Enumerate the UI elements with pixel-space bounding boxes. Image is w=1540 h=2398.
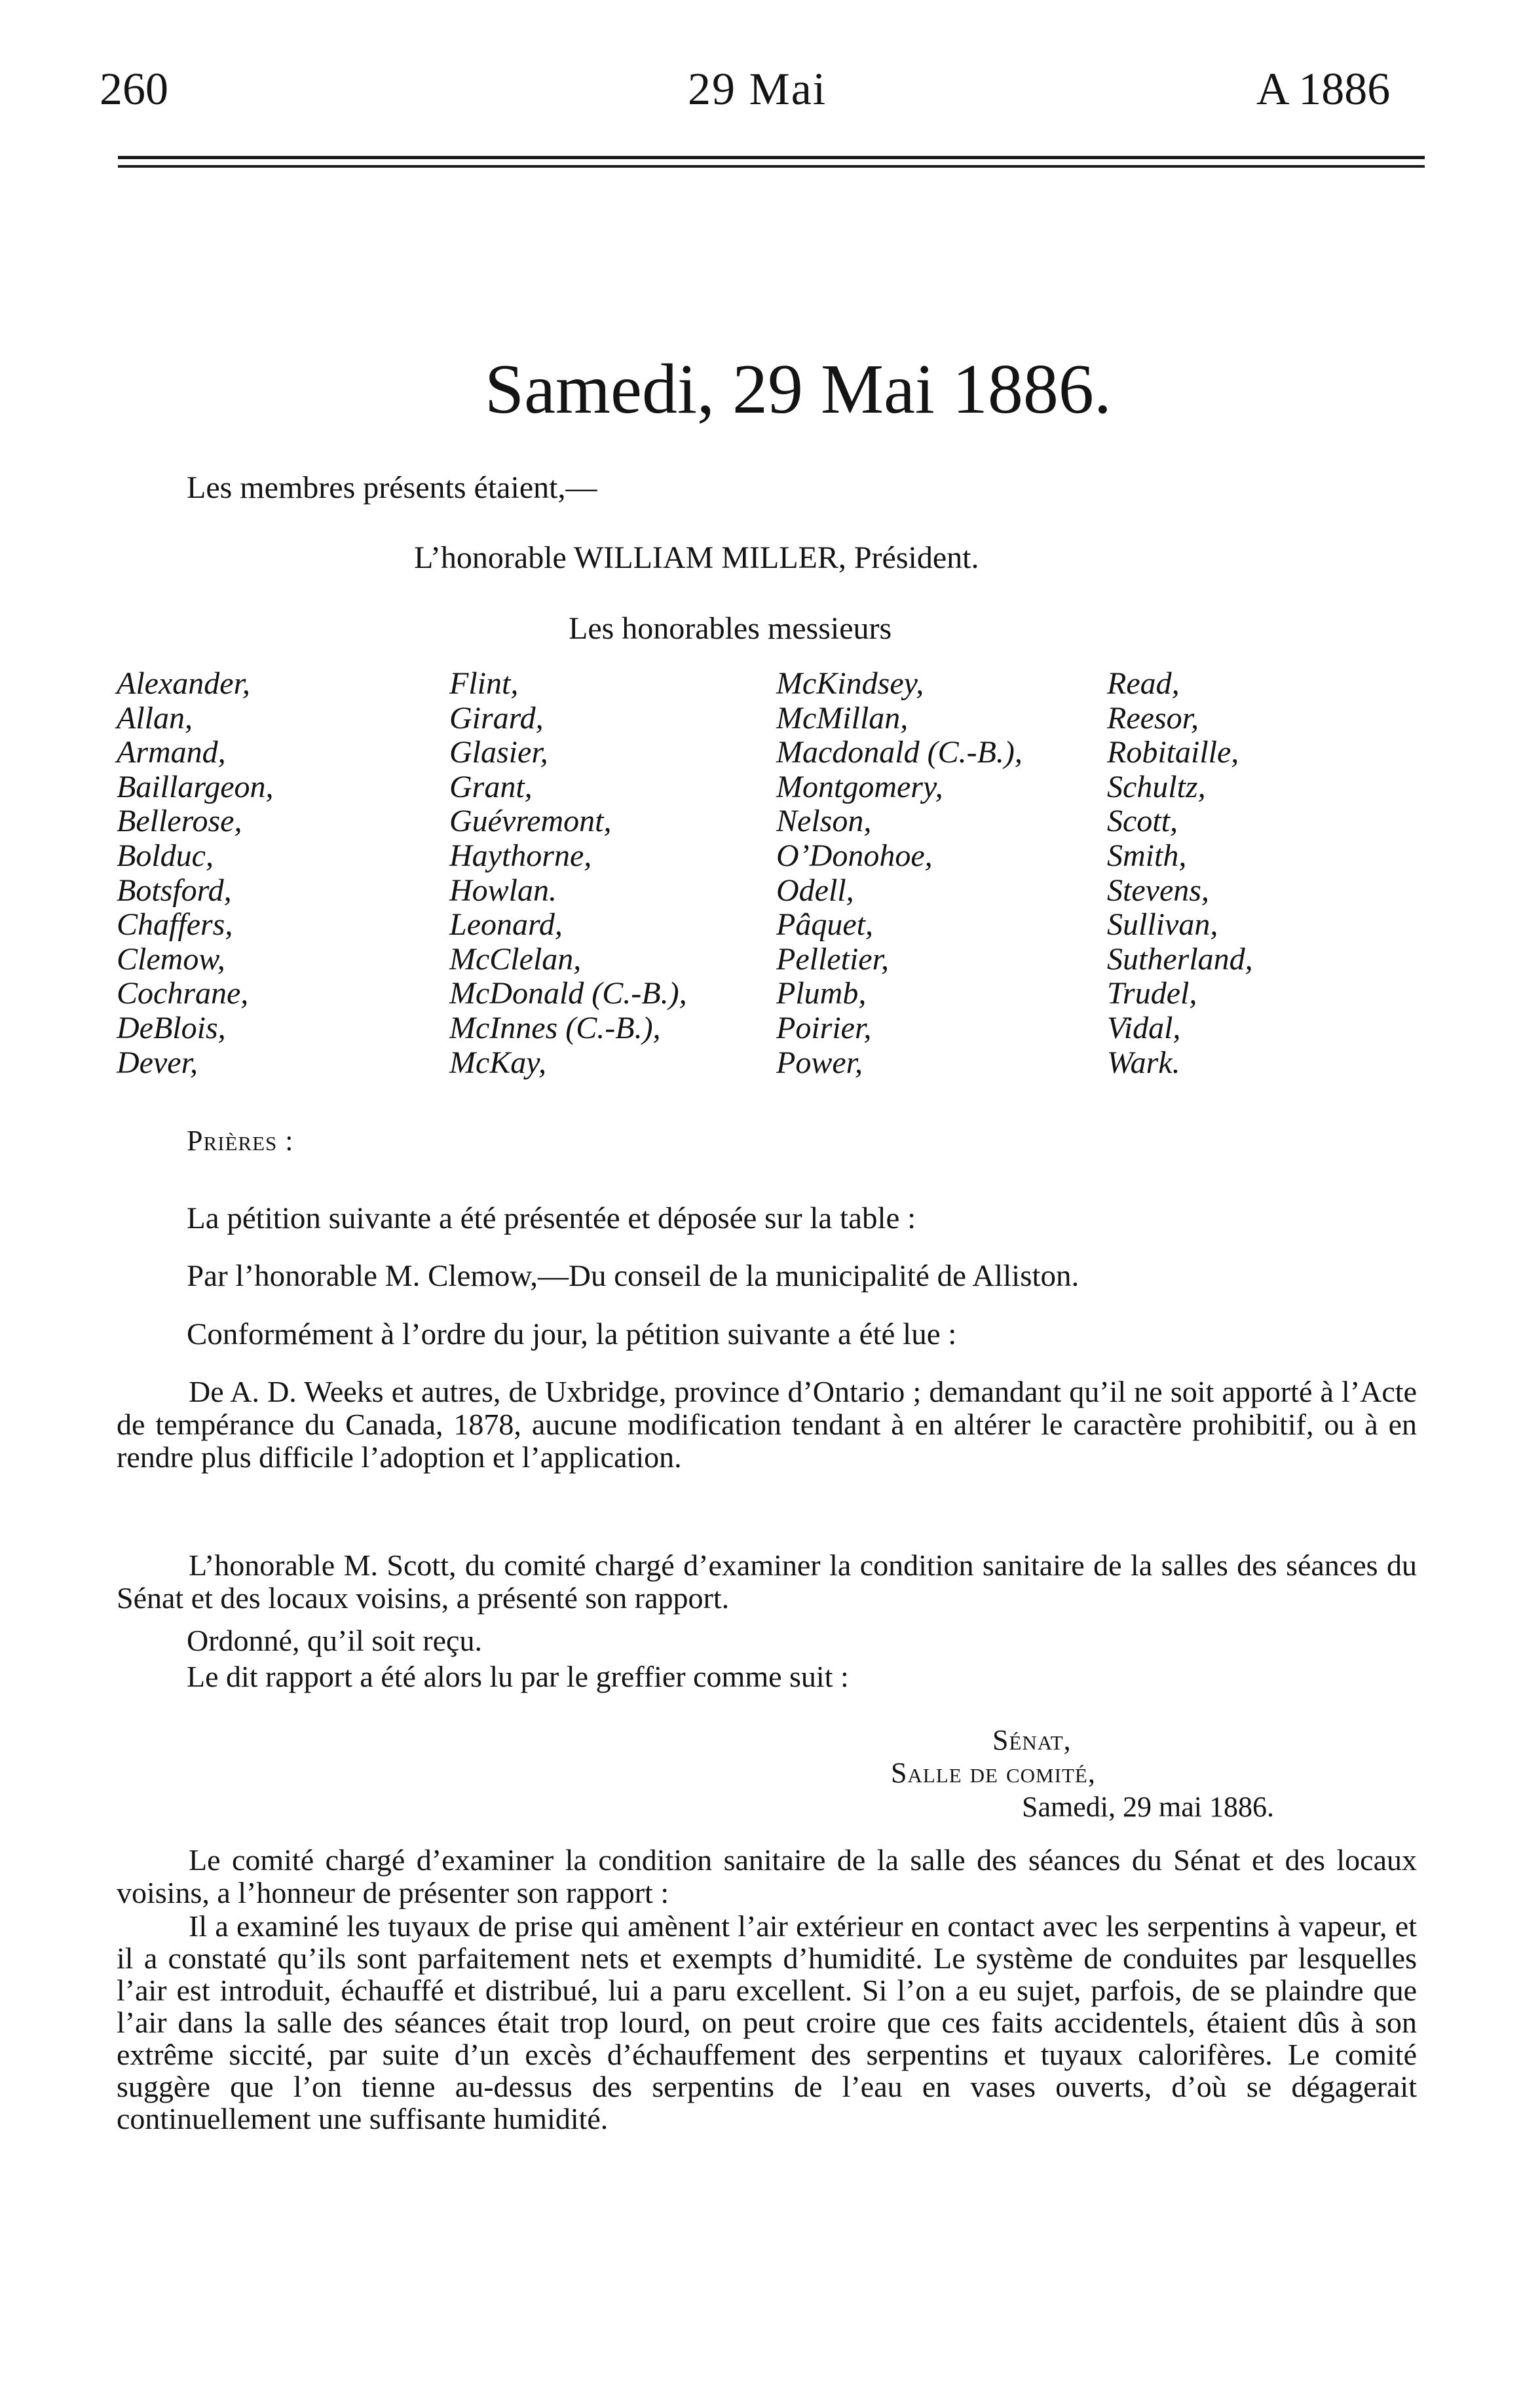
member-name: Scott, (1107, 804, 1178, 839)
member-name: Girard, (449, 700, 544, 736)
member-name: McKindsey, (776, 666, 924, 701)
member-name: Power, (776, 1045, 863, 1080)
member-name: Pâquet, (776, 907, 873, 943)
member-name: Plumb, (776, 976, 867, 1011)
member-name: Glasier, (449, 735, 548, 770)
comite-intro-text: Le comité chargé d’examiner la condition sanitaire de la salle des séances du Sénat et des locaux voisins, a l’honneur de présenter son rapport : (117, 1843, 1417, 1909)
member-name: Allan, (117, 700, 193, 736)
member-name: Smith, (1107, 838, 1187, 873)
member-name: O’Donohoe, (776, 838, 933, 873)
member-name: Pelletier, (776, 941, 889, 977)
member-name: Schultz, (1107, 769, 1206, 804)
member-name: McDonald (C.-B.), (449, 976, 687, 1011)
comite-intro (117, 1844, 1417, 1909)
member-name: Armand, (117, 735, 226, 770)
members-column-3 (776, 667, 1023, 1080)
comite-body (117, 1910, 1417, 2135)
weeks-petition-text: De A. D. Weeks et autres, de Uxbridge, province d’Ontario ; demandant qu’il ne soit apporté à l’Acte de tempérance du Canada, 1878, aucune modification tendant à en altérer le caractère prohibitif, ou à en rendre plus difficile l’adoption et l’application. (117, 1375, 1417, 1474)
member-name: Chaffers, (117, 907, 233, 943)
member-name: Montgomery, (776, 769, 943, 804)
member-name: Sutherland, (1107, 941, 1253, 977)
scott-report-text: L’honorable M. Scott, du comité chargé d’examiner la condition sanitaire de la salles des séances du Sénat et des locaux voisins, a présenté son rapport. (117, 1548, 1417, 1615)
members-column-1 (117, 667, 274, 1080)
petition-intro: La pétition suivante a été présentée et déposée sur la table : (187, 1201, 916, 1235)
petition-clemow: Par l’honorable M. Clemow,—Du conseil de la municipalité de Alliston. (187, 1259, 1080, 1293)
member-name: Macdonald (C.-B.), (776, 735, 1023, 770)
honorables-heading: Les honorables messieurs (569, 611, 892, 646)
member-name: McMillan, (776, 700, 909, 736)
member-name: Nelson, (776, 804, 872, 839)
page-number: 260 (100, 64, 168, 115)
member-name: Alexander, (117, 666, 250, 701)
member-name: Vidal, (1107, 1010, 1181, 1045)
member-name: Bolduc, (117, 838, 214, 873)
running-header-year: A 1886 (1256, 64, 1391, 115)
member-name: McKay, (449, 1045, 546, 1080)
member-name: Guévremont, (449, 804, 612, 839)
member-name: McClelan, (449, 941, 582, 977)
salle-de-comite: Salle de comité, (891, 1757, 1096, 1789)
member-name: Clemow, (117, 941, 225, 977)
scott-report (117, 1549, 1417, 1615)
member-name: Reesor, (1107, 700, 1199, 736)
members-column-2 (449, 667, 687, 1080)
member-name: Haythorne, (449, 838, 592, 873)
member-name: Stevens, (1107, 872, 1209, 908)
report-date: Samedi, 29 mai 1886. (1022, 1791, 1274, 1823)
members-column-4 (1107, 667, 1253, 1080)
header-rule-bottom (118, 165, 1425, 168)
ordre-du-jour: Conformément à l’ordre du jour, la pétition suivante a été lue : (187, 1317, 957, 1351)
member-name: Leonard, (449, 907, 563, 943)
member-name: Dever, (117, 1045, 198, 1080)
member-name: Read, (1107, 666, 1180, 701)
member-name: Bellerose, (117, 804, 242, 839)
prieres-heading: Prières : (187, 1125, 294, 1157)
member-name: Flint, (449, 666, 519, 701)
weeks-petition (117, 1376, 1417, 1474)
member-name: McInnes (C.-B.), (449, 1010, 661, 1045)
member-name: Sullivan, (1107, 907, 1218, 943)
member-name: Baillargeon, (117, 769, 274, 804)
member-name: Grant, (449, 769, 533, 804)
member-name: Botsford, (117, 872, 232, 908)
member-name: DeBlois, (117, 1010, 226, 1045)
running-header-date: 29 Mai (688, 64, 827, 115)
member-name: Poirier, (776, 1010, 872, 1045)
member-name: Cochrane, (117, 976, 249, 1011)
senat-heading: Sénat, (992, 1724, 1072, 1756)
president-line: L’honorable WILLIAM MILLER, Président. (414, 540, 979, 575)
members-intro: Les membres présents étaient,— (187, 470, 597, 505)
member-name: Trudel, (1107, 976, 1197, 1011)
member-name: Odell, (776, 872, 854, 908)
member-name: Robitaille, (1107, 735, 1239, 770)
header-rule-top (118, 156, 1425, 159)
ordonne-line: Ordonné, qu’il soit reçu. (187, 1624, 482, 1657)
member-name: Howlan. (449, 872, 557, 908)
member-name: Wark. (1107, 1045, 1180, 1080)
comite-body-text: Il a examiné les tuyaux de prise qui amènent l’air extérieur en contact avec les serpentins à vapeur, et il a constaté qu’ils sont parfaitement nets et exempts d’humidité. Le système de conduites par lesquelles l’air est introduit, échauffé et distribué, lui a paru excellent. Si l’on a eu sujet, parfois, de se plaindre que l’air dans la salle des séances était trop lourd, on peut croire que ces faits accidentels, étaient dûs à son extrême siccité, par suite d’un excès d’échauffement des serpentins et tuyaux calorifères. Le comité suggère que l’on tienne au-dessus des serpentins de l’eau en vases ouverts, d’où se dégagerait continuellement une suffisante humidité. (117, 1909, 1417, 2135)
rapport-lu-line: Le dit rapport a été alors lu par le greffier comme suit : (187, 1660, 849, 1693)
session-title: Samedi, 29 Mai 1886. (485, 350, 1112, 428)
